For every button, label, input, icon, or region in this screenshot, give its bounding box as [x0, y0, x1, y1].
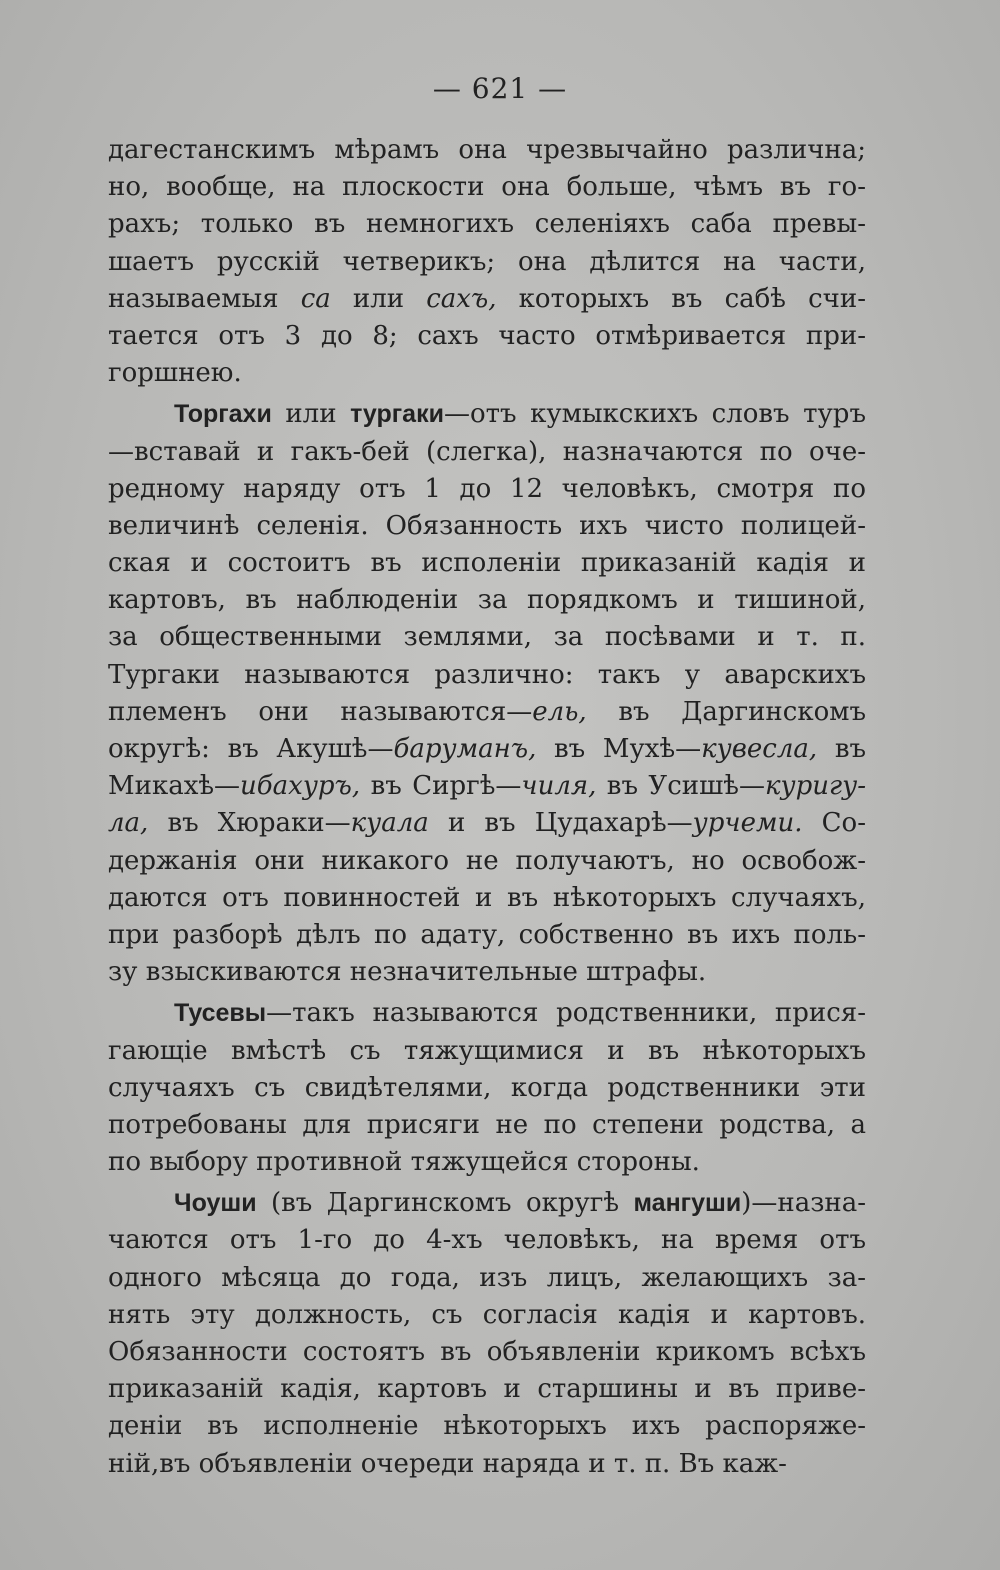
text-line: [108, 880, 866, 917]
text-run: —отъ кумыкскихъ словъ туръ: [443, 399, 866, 430]
text-run: нять эту должность, съ согласія кадія и картовъ.: [108, 1299, 866, 1330]
text-line: [108, 1446, 866, 1483]
text-line: [108, 1185, 866, 1222]
text-run: —такъ называются родственники, прися-: [266, 998, 866, 1029]
text-run: Со-: [802, 808, 866, 839]
term-bold: Торгахи: [174, 400, 272, 429]
text-run: въ Усишѣ—: [596, 771, 765, 802]
text-run: или: [330, 283, 427, 314]
text-line: [108, 954, 866, 991]
text-run: ская и состоитъ въ исполеніи приказаній кадія и: [108, 548, 866, 579]
text-line: [108, 843, 866, 880]
text-run: горшнею.: [108, 358, 242, 389]
text-line: [108, 619, 866, 656]
text-run: даются отъ повинностей и въ нѣкоторыхъ случаяхъ,: [108, 882, 866, 913]
text-line: [108, 768, 866, 805]
text-line: [108, 281, 866, 318]
text-line: [108, 1297, 866, 1334]
text-run: зу взыскиваются незначительные штрафы.: [108, 957, 707, 988]
text-run: которыхъ въ сабѣ счи-: [496, 283, 866, 314]
term-bold: мангуши: [633, 1189, 742, 1218]
text-line: [108, 434, 866, 471]
text-run: рахъ; только въ немногихъ селеніяхъ саба превы-: [108, 209, 866, 240]
text-run: картовъ, въ наблюденіи за порядкомъ и тишиной,: [108, 585, 866, 616]
text-run: Микахѣ—: [108, 771, 241, 802]
text-run: потребованы для присяги не по степени родства, а: [108, 1109, 866, 1140]
text-line: [108, 396, 866, 433]
text-line: [108, 206, 866, 243]
text-run: по выбору противной тяжущейся стороны.: [108, 1147, 700, 1178]
text-line: [108, 731, 866, 768]
text-run: гающіе вмѣстѣ съ тяжущимися и въ нѣкоторыхъ: [108, 1035, 866, 1066]
text-line: [108, 694, 866, 731]
term-italic: ла,: [108, 808, 149, 839]
text-run: при разборѣ дѣлъ по адату, собственно въ ихъ поль-: [108, 919, 866, 950]
term-italic: куригу-: [764, 771, 866, 802]
term-italic: са: [300, 283, 331, 314]
text-line: [108, 805, 866, 842]
text-run: (въ Даргинскомъ округѣ: [256, 1188, 634, 1219]
body-text: [108, 132, 866, 1483]
text-line: [108, 318, 866, 355]
text-line: [108, 355, 866, 392]
text-line: [108, 1408, 866, 1445]
text-run: называемыя: [108, 283, 301, 314]
text-run: или: [271, 399, 351, 430]
text-run: но, вообще, на плоскости она больше, чѣмъ въ го-: [108, 172, 866, 203]
term-italic: кувесла,: [701, 734, 818, 764]
term-bold: тургаки: [350, 400, 444, 429]
text-run: тается отъ 3 до 8; сахъ часто отмѣривается при-: [108, 320, 866, 351]
text-run: въ Сиргѣ—: [360, 771, 522, 802]
text-line: [108, 471, 866, 508]
text-line: [108, 1334, 866, 1371]
text-run: случаяхъ съ свидѣтелями, когда родственники эти: [108, 1072, 866, 1103]
text-line: [108, 995, 866, 1032]
text-run: приказаній кадія, картовъ и старшины и въ приве-: [108, 1374, 866, 1405]
text-line: [108, 1222, 866, 1259]
term-italic: ель,: [532, 696, 587, 727]
term-bold: Чоуши: [174, 1189, 257, 1218]
text-run: округѣ: въ Акушѣ—: [108, 734, 394, 764]
text-line: [108, 1033, 866, 1070]
page-number: — 621 —: [432, 72, 568, 105]
text-line: [108, 1371, 866, 1408]
text-line: [108, 1144, 866, 1181]
text-line: [108, 582, 866, 619]
text-line: [108, 244, 866, 281]
text-run: держанія они никакого не получаютъ, но освобож-: [108, 845, 866, 876]
text-line: [108, 917, 866, 954]
term-italic: баруманъ,: [393, 734, 537, 764]
text-run: и въ Цудахарѣ—: [428, 808, 693, 839]
text-run: въ Мухѣ—: [536, 734, 702, 764]
text-line: [108, 657, 866, 694]
text-line: [108, 1070, 866, 1107]
text-run: —вставай и гакъ-бей (слегка), назначаются по оче-: [108, 436, 866, 467]
text-line: [108, 508, 866, 545]
text-run: редному наряду отъ 1 до 12 человѣкъ, смотря по: [108, 473, 866, 504]
text-line: [108, 132, 866, 169]
term-italic: ибахуръ,: [240, 771, 361, 802]
text-run: въ: [817, 734, 866, 764]
text-run: шаетъ русскій четверикъ; она дѣлится на части,: [108, 246, 866, 277]
term-bold: Тусевы: [174, 999, 267, 1028]
text-line: [108, 1107, 866, 1144]
text-line: [108, 169, 866, 206]
term-italic: сахъ,: [426, 283, 497, 314]
text-run: племенъ они называются—: [108, 696, 533, 727]
text-line: [108, 545, 866, 582]
term-italic: куала: [350, 808, 429, 839]
text-run: въ Даргинскомъ: [586, 696, 866, 727]
text-run: ній,въ объявленіи очереди наряда и т. п. Въ каж-: [108, 1448, 787, 1479]
text-run: )—назна-: [741, 1188, 866, 1219]
text-run: деніи въ исполненіе нѣкоторыхъ ихъ распоряже-: [108, 1411, 866, 1442]
text-run: величинѣ селенія. Обязанность ихъ чисто полицей-: [108, 510, 866, 541]
text-run: въ Хюраки—: [148, 808, 351, 839]
text-run: дагестанскимъ мѣрамъ она чрезвычайно различна;: [108, 135, 866, 165]
text-line: [108, 1260, 866, 1297]
text-run: за общественными землями, за посѣвами и т. п.: [108, 622, 866, 653]
term-italic: чиля,: [521, 771, 597, 802]
text-run: Тургаки называются различно: такъ у аварскихъ: [108, 659, 866, 690]
text-run: Обязанности состоятъ въ объявленіи крикомъ всѣхъ: [108, 1337, 866, 1367]
term-italic: урчеми.: [692, 808, 803, 839]
text-run: одного мѣсяца до года, изъ лицъ, желающихъ за-: [108, 1262, 866, 1293]
text-run: чаются отъ 1-го до 4-хъ человѣкъ, на время отъ: [108, 1225, 866, 1256]
